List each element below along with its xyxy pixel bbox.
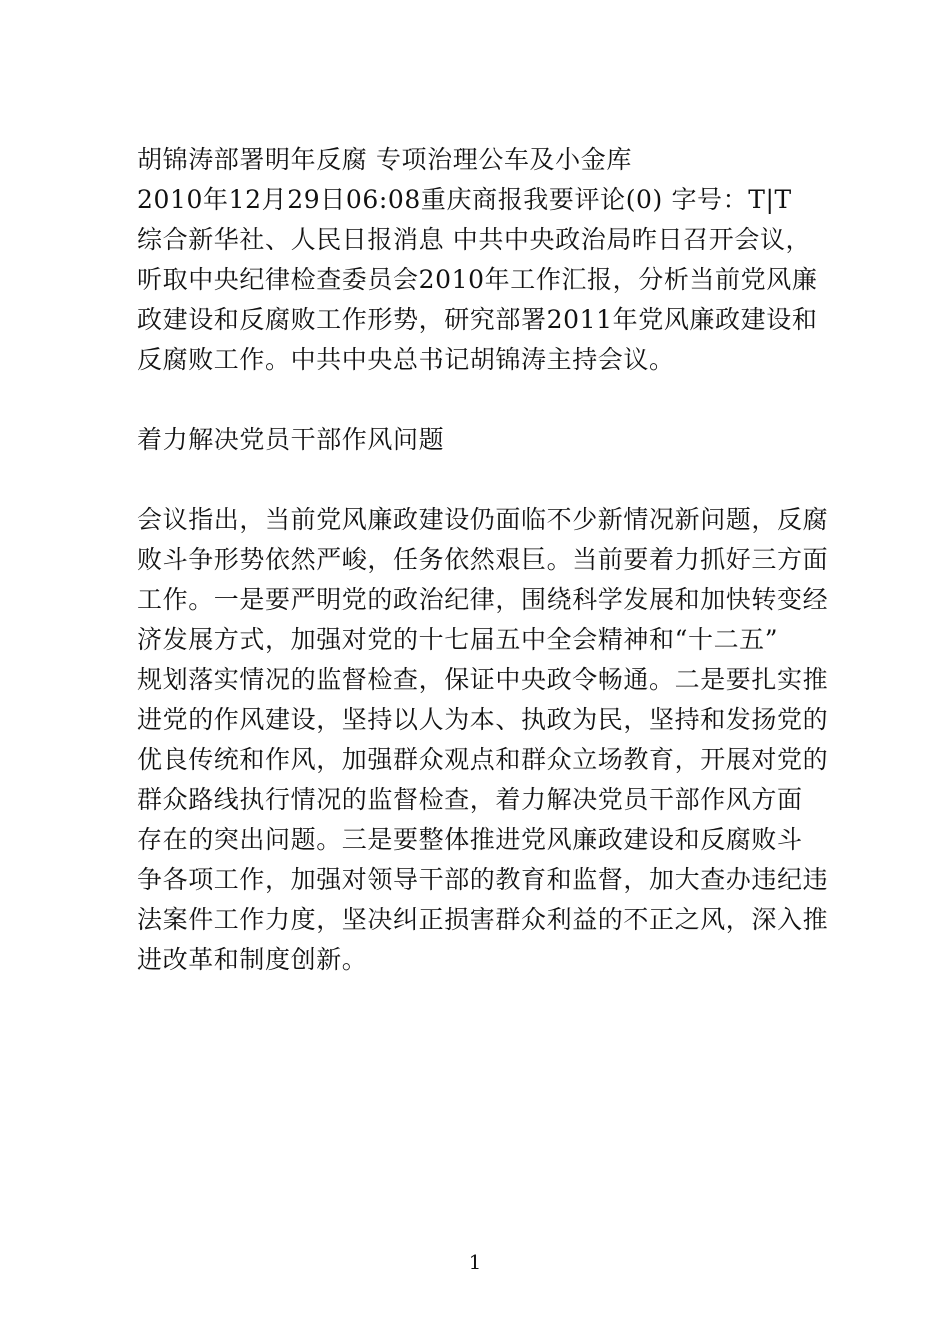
article-title: 胡锦涛部署明年反腐 专项治理公车及小金库 (137, 145, 632, 174)
paragraph-line: 争各项工作，加强对领导干部的教育和监督，加大查办违纪违 (137, 865, 829, 894)
paragraph-line: 规划落实情况的监督检查，保证中央政令畅通。二是要扎实推 (137, 665, 829, 694)
paragraph-line: 反腐败工作。中共中央总书记胡锦涛主持会议。 (137, 345, 675, 374)
blank-line (137, 460, 827, 500)
paragraph-line: 法案件工作力度，坚决纠正损害群众利益的不正之风，深入推 (137, 905, 829, 934)
paragraph-line: 存在的突出问题。三是要整体推进党风廉政建设和反腐败斗 (137, 825, 803, 854)
article-meta: 2010年12月29日06:08重庆商报我要评论(0) 字号：T|T (137, 185, 792, 214)
paragraph-line: 工作。一是要严明党的政治纪律，围绕科学发展和加快转变经 (137, 585, 829, 614)
paragraph-line: 群众路线执行情况的监督检查，着力解决党员干部作风方面 (137, 785, 803, 814)
paragraph-line: 进改革和制度创新。 (137, 945, 368, 974)
paragraph-line: 进党的作风建设，坚持以人为本、执政为民，坚持和发扬党的 (137, 705, 829, 734)
paragraph-line: 优良传统和作风，加强群众观点和群众立场教育，开展对党的 (137, 745, 829, 774)
paragraph-line: 会议指出，当前党风廉政建设仍面临不少新情况新问题，反腐 (137, 505, 829, 534)
document-body (137, 140, 827, 980)
paragraph-line: 听取中央纪律检查委员会2010年工作汇报，分析当前党风廉 (137, 265, 818, 294)
paragraph-line: 败斗争形势依然严峻，任务依然艰巨。当前要着力抓好三方面 (137, 545, 829, 574)
paragraph-line: 政建设和反腐败工作形势，研究部署2011年党风廉政建设和 (137, 305, 818, 334)
paragraph-main (137, 500, 827, 980)
section-subheading: 着力解决党员干部作风问题 (137, 425, 445, 454)
paragraph-line: 济发展方式，加强对党的十七届五中全会精神和“十二五” (137, 625, 779, 654)
paragraph-line: 综合新华社、人民日报消息 中共中央政治局昨日召开会议， (137, 225, 812, 254)
blank-line (137, 380, 827, 420)
paragraph-intro (137, 220, 827, 380)
page-number: 1 (468, 1250, 482, 1274)
